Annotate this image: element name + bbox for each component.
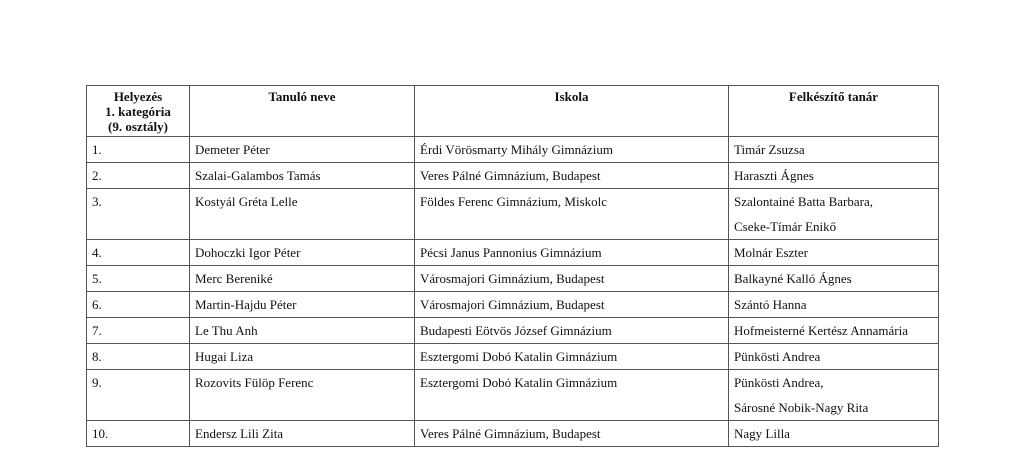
cell-teacher xyxy=(729,266,939,292)
cell-teacher xyxy=(729,137,939,163)
table-row xyxy=(87,370,939,421)
teacher-name: Szalontainé Batta Barbara, xyxy=(734,194,873,209)
cell-teacher xyxy=(729,318,939,344)
teacher-name: Szántó Hanna xyxy=(734,297,807,312)
header-rank-line: Helyezés xyxy=(113,89,163,104)
header-row xyxy=(87,86,939,137)
cell-student: Kostyál Gréta Lelle xyxy=(190,189,415,240)
cell-rank: 8. xyxy=(87,344,190,370)
cell-teacher xyxy=(729,292,939,318)
cell-teacher xyxy=(729,163,939,189)
cell-school: Városmajori Gimnázium, Budapest xyxy=(415,292,729,318)
cell-rank: 6. xyxy=(87,292,190,318)
cell-teacher xyxy=(729,240,939,266)
cell-school: Esztergomi Dobó Katalin Gimnázium xyxy=(415,344,729,370)
cell-teacher xyxy=(729,421,939,447)
cell-student: Endersz Lili Zita xyxy=(190,421,415,447)
cell-rank: 3. xyxy=(87,189,190,240)
cell-rank: 10. xyxy=(87,421,190,447)
cell-rank: 9. xyxy=(87,370,190,421)
cell-school: Érdi Vörösmarty Mihály Gimnázium xyxy=(415,137,729,163)
table-header xyxy=(87,86,939,137)
cell-rank: 5. xyxy=(87,266,190,292)
teacher-name: Balkayné Kalló Ágnes xyxy=(734,271,852,286)
table-row xyxy=(87,240,939,266)
cell-school: Földes Ferenc Gimnázium, Miskolc xyxy=(415,189,729,240)
cell-school: Városmajori Gimnázium, Budapest xyxy=(415,266,729,292)
cell-student: Martin-Hajdu Péter xyxy=(190,292,415,318)
cell-rank: 4. xyxy=(87,240,190,266)
table-row xyxy=(87,137,939,163)
cell-student: Dohoczki Igor Péter xyxy=(190,240,415,266)
teacher-name: Pünkösti Andrea xyxy=(734,349,821,364)
teacher-name: Pünkösti Andrea, xyxy=(734,375,824,390)
header-student: Tanuló neve xyxy=(190,86,415,137)
cell-teacher xyxy=(729,370,939,421)
cell-school: Veres Pálné Gimnázium, Budapest xyxy=(415,163,729,189)
teacher-name: Cseke-Tímár Enikő xyxy=(734,219,837,234)
header-rank-line: 1. kategória xyxy=(105,104,171,119)
teacher-name: Nagy Lilla xyxy=(734,426,790,441)
teacher-name: Hofmeisterné Kertész Annamária xyxy=(734,323,908,338)
table-row xyxy=(87,421,939,447)
table-row xyxy=(87,266,939,292)
cell-student: Rozovits Fülöp Ferenc xyxy=(190,370,415,421)
table-row xyxy=(87,318,939,344)
table-row xyxy=(87,163,939,189)
cell-student: Demeter Péter xyxy=(190,137,415,163)
cell-school: Budapesti Eötvös József Gimnázium xyxy=(415,318,729,344)
cell-student: Le Thu Anh xyxy=(190,318,415,344)
cell-teacher xyxy=(729,189,939,240)
cell-rank: 1. xyxy=(87,137,190,163)
table-body xyxy=(87,137,939,447)
teacher-name: Sárosné Nobik-Nagy Rita xyxy=(734,400,869,415)
cell-student: Hugai Liza xyxy=(190,344,415,370)
cell-school: Esztergomi Dobó Katalin Gimnázium xyxy=(415,370,729,421)
cell-school: Veres Pálné Gimnázium, Budapest xyxy=(415,421,729,447)
header-teacher: Felkészítő tanár xyxy=(729,86,939,137)
cell-school: Pécsi Janus Pannonius Gimnázium xyxy=(415,240,729,266)
table-row xyxy=(87,292,939,318)
results-table xyxy=(86,85,939,447)
cell-teacher xyxy=(729,344,939,370)
cell-rank: 7. xyxy=(87,318,190,344)
cell-rank: 2. xyxy=(87,163,190,189)
teacher-name: Molnár Eszter xyxy=(734,245,809,260)
header-school: Iskola xyxy=(415,86,729,137)
teacher-name: Haraszti Ágnes xyxy=(734,168,814,183)
table-row xyxy=(87,189,939,240)
teacher-name: Timár Zsuzsa xyxy=(734,142,805,157)
header-rank xyxy=(87,86,190,137)
table-row xyxy=(87,344,939,370)
header-rank-line: (9. osztály) xyxy=(108,119,168,134)
cell-student: Merc Bereniké xyxy=(190,266,415,292)
cell-student: Szalai-Galambos Tamás xyxy=(190,163,415,189)
